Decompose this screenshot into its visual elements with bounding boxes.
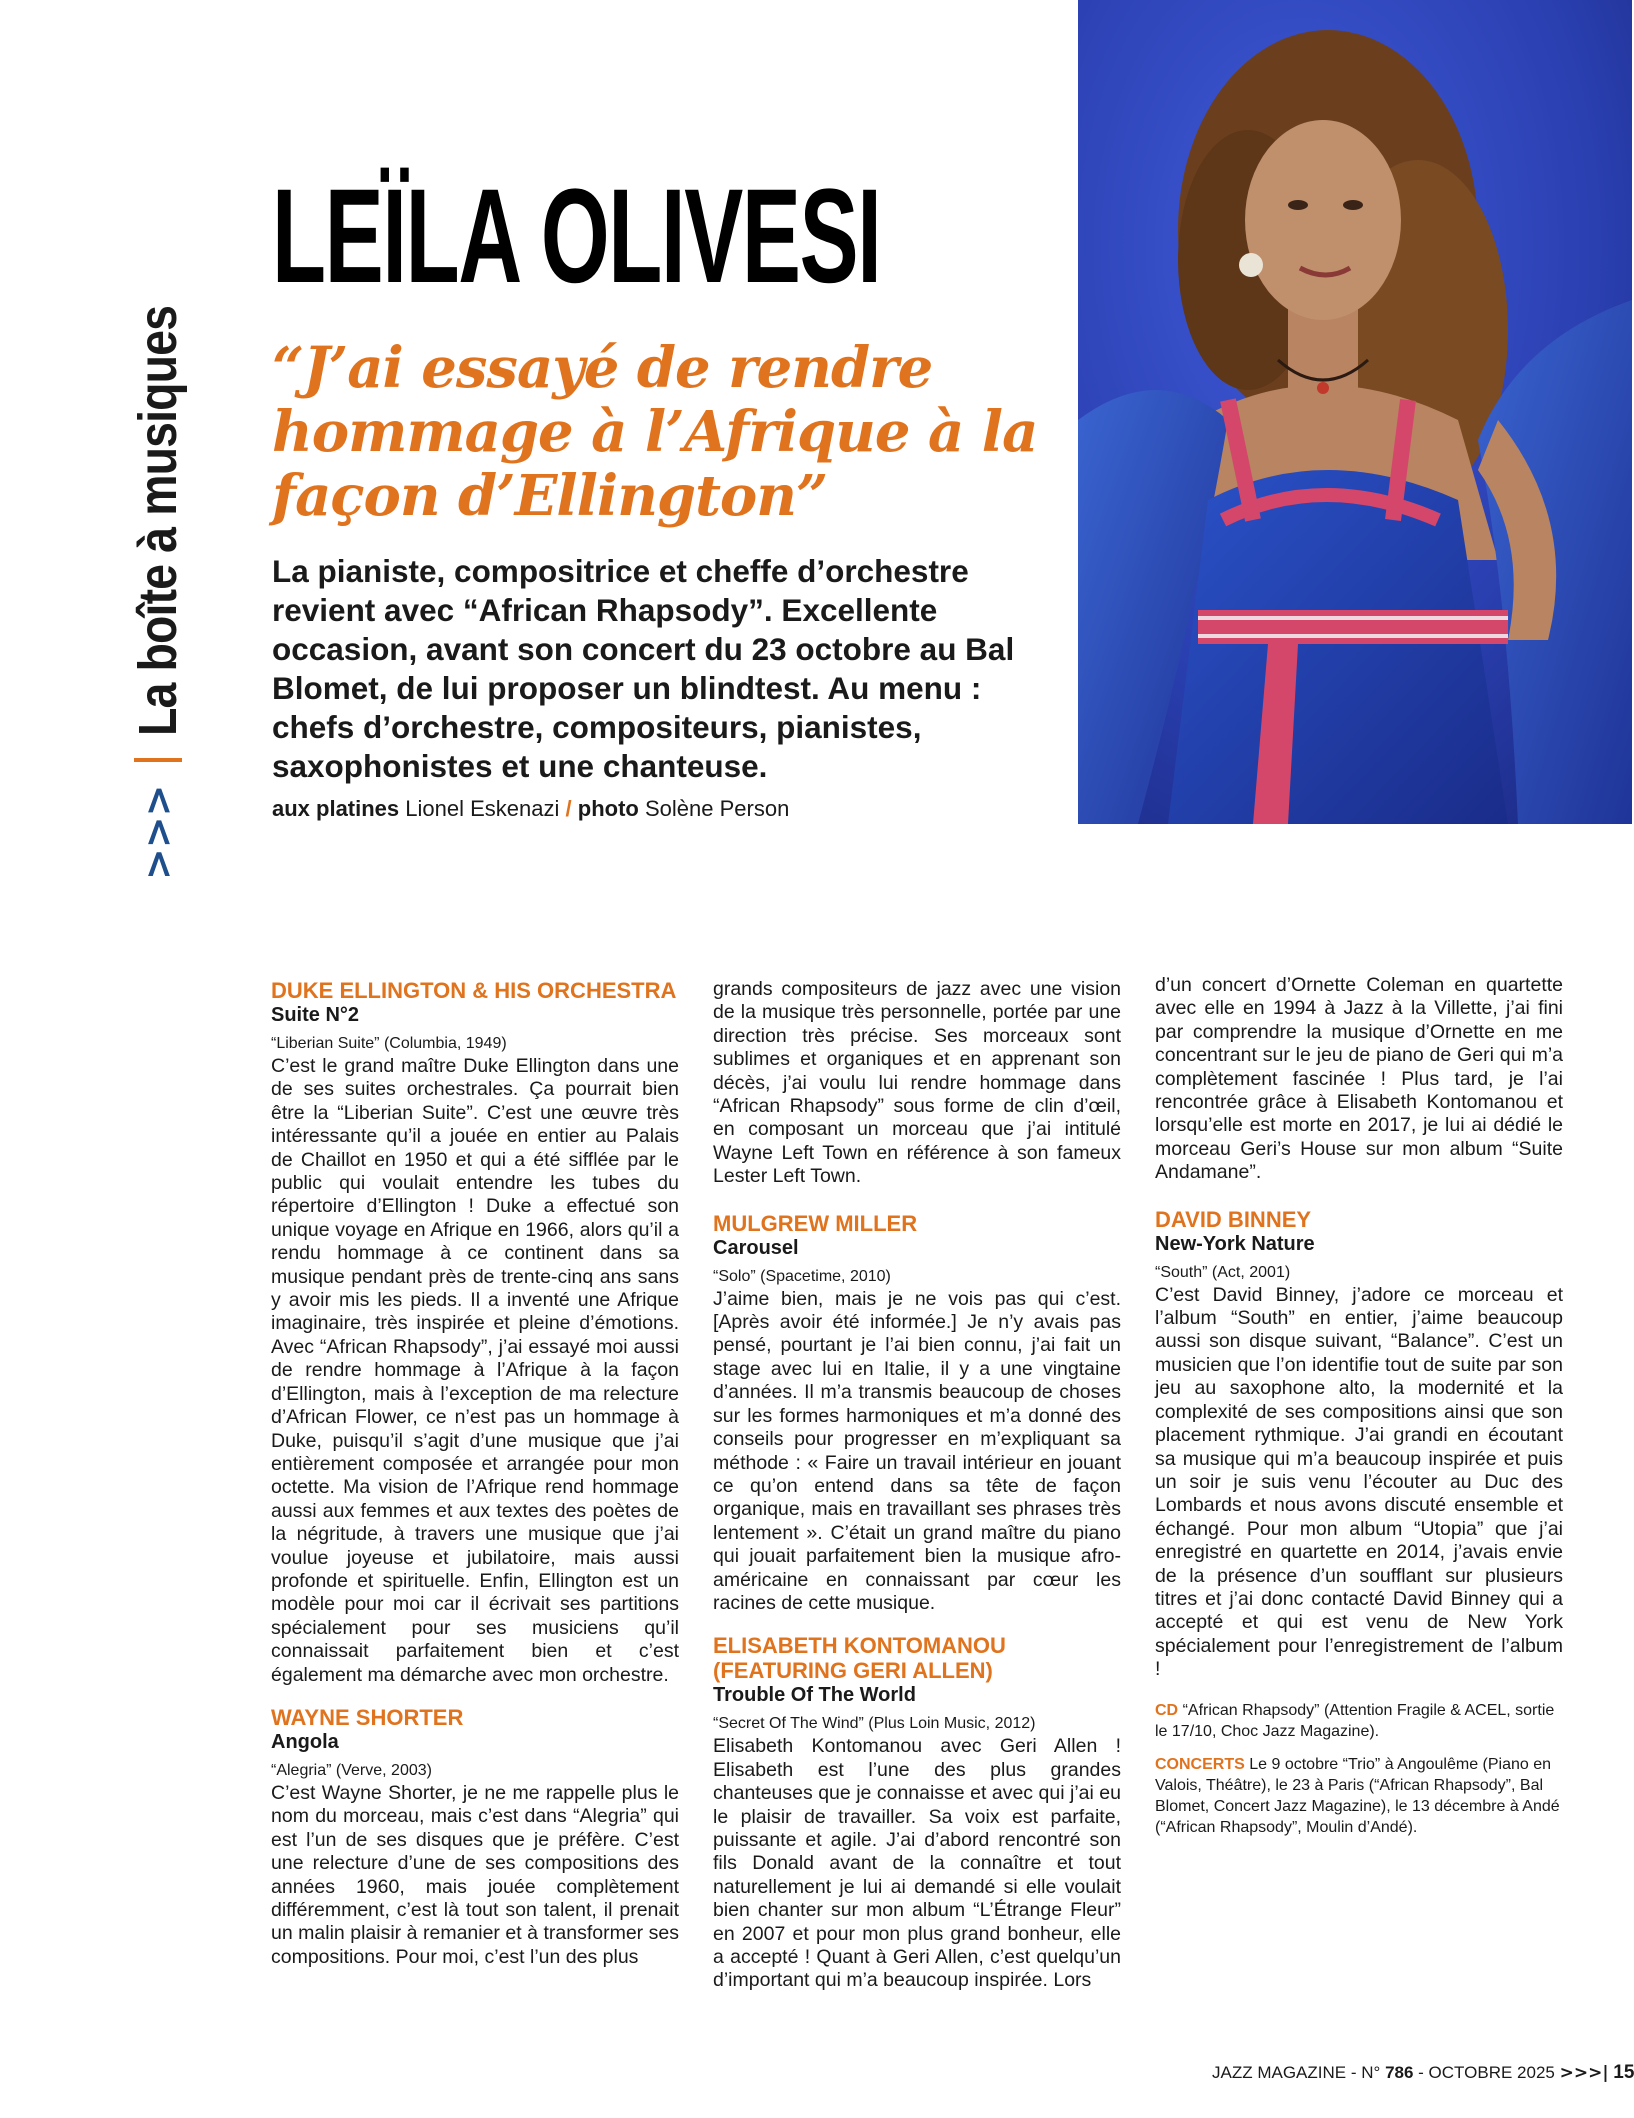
credits-line <box>272 796 789 822</box>
section-title: La boîte à musiques <box>128 306 188 737</box>
entry-body: Elisabeth Kontomanou avec Geri Allen ! Elisabeth est l’une des plus grandes chanteuses que je connaisse et avec qui j’ai eu le plaisir de travailler. Sa voix est parfaite, puissante et agile. J’ai d’abord rencontré son fils Donald avant de la connaître et tout naturellement je lui ai demandé si elle voulait bien chanter sur mon album “L’Étrange Fleur” en 2007 et pour mon plus grand bonheur, elle a accepté ! Quant à Geri Allen, c’est quelqu’un d’important qui m’a beaucoup inspirée. Lors <box>713 1735 1121 1992</box>
entry-album: “Secret Of The Wind” (Plus Loin Music, 2012) <box>713 1715 1036 1733</box>
cd-tag: CD <box>1155 1701 1179 1719</box>
section-arrows-icon: >>> <box>136 784 180 880</box>
entry-track: Trouble Of The World <box>713 1684 916 1707</box>
column-1 <box>271 978 679 1987</box>
blindtest-entry <box>713 1211 1121 1616</box>
entry-body: J’aime bien, mais je ne vois pas qui c’est. [Après avoir été informée.] Je n’y avais pas pensé, pourtant je l’ai bien connu, j’ai fait un stage avec lui en Italie, il y a une vingtaine d’années. Il m’a transmis beaucoup de choses sur les formes harmoniques et m’a donné des conseils pour progresser en m’expliquant sa méthode : « Faire un travail intérieur en jouant ce qu’on entend dans sa tête de façon organique, mais en travaillant ses phrases très lentement ». C’était un grand maître du piano qui jouait parfaitement bien la musique afro-américaine en connaissant par cœur les racines de cette musique. <box>713 1287 1121 1614</box>
issue-date: - OCTOBRE 2025 <box>1418 2063 1555 2082</box>
blindtest-entry <box>1155 1207 1563 1682</box>
concerts-tag: CONCERTS <box>1155 1755 1245 1773</box>
magazine-name: JAZZ MAGAZINE <box>1212 2063 1347 2082</box>
concerts-note <box>1155 1754 1563 1838</box>
cd-note <box>1155 1700 1563 1742</box>
blindtest-entry <box>713 1633 1121 1992</box>
intro-lead: La pianiste, compositrice et cheffe d’orchestre revient avec “African Rhapsody”. Excellente occasion, avant son concert du 23 octobre au Bal Blomet, de lui proposer un blindtest. Au menu : chefs d’orchestre, compositeurs, pianistes, saxophonistes et une chanteuse. <box>272 553 1015 784</box>
page-number: 15 <box>1613 2062 1634 2083</box>
entry-album: “Liberian Suite” (Columbia, 1949) <box>271 1035 507 1052</box>
blindtest-entry <box>271 1705 679 1969</box>
concerts-text: Le 9 octobre “Trio” à Angoulême (Piano en Valois, Théâtre), le 23 à Paris (“African Rhapsody”, Bal Blomet, Concert Jazz Magazine), le 13 décembre à Andé (“African Rhapsody”, Moulin d’Andé). <box>1155 1755 1560 1836</box>
turntables-name: Lionel Eskenazi <box>405 796 560 821</box>
column-3 <box>1155 974 1563 1850</box>
issue-number: 786 <box>1385 2063 1414 2082</box>
photo-name: Solène Person <box>644 796 790 821</box>
entry-artist: WAYNE SHORTER <box>271 1704 464 1730</box>
release-notes <box>1155 1700 1563 1838</box>
entry-artist: ELISABETH KONTOMANOU (FEATURING GERI ALLEN) <box>713 1633 1006 1684</box>
blindtest-entry <box>271 978 679 1687</box>
entry-track: New-York Nature <box>1155 1232 1315 1255</box>
entry-album: “Solo” (Spacetime, 2010) <box>713 1267 891 1285</box>
entry-artist: DAVID BINNEY <box>1155 1206 1312 1232</box>
portrait-photo <box>1078 0 1632 824</box>
artist-name-headline: LEÏLA OLIVESI <box>272 162 881 311</box>
section-label <box>128 190 188 880</box>
portrait-illustration <box>1078 0 1632 824</box>
entry-continuation: grands compositeurs de jazz avec une vision de la musique très personnelle, portée par une direction très précise. Ses morceaux sont sublimes et organiques et en apprenant son décès, j’ai voulu lui rendre hommage dans “African Rhapsody” sous forme de clin d’œil, en composant un morceau que j’ai intitulé Wayne Left Town en référence à son fameux Lester Left Town. <box>713 978 1121 1188</box>
pull-quote: “J’ai essayé de rendre hommage à l’Afrique à la façon d’Ellington” <box>272 335 1038 529</box>
issue-prefix: - N° <box>1350 2063 1381 2082</box>
entry-artist: MULGREW MILLER <box>713 1210 918 1236</box>
entry-track: Carousel <box>713 1236 799 1259</box>
section-divider <box>134 758 182 762</box>
credits-separator: / <box>565 796 572 821</box>
entry-continuation: d’un concert d’Ornette Coleman en quartette avec elle en 1994 à Jazz à la Villette, j’ai fini par comprendre la musique d’Ornette en me concentrant sur le jeu de piano de Geri qui m’a complètement fascinée ! Plus tard, je l’ai rencontrée grâce à Elisabeth Kontomanou et lorsqu’elle est morte en 2017, je lui ai dédié le morceau Geri’s House sur mon album “Suite Andamane”. <box>1155 974 1563 1184</box>
column-2 <box>713 978 1121 2011</box>
entry-album: “Alegria” (Verve, 2003) <box>271 1761 432 1779</box>
entry-track: Angola <box>271 1730 339 1753</box>
cd-text: “African Rhapsody” (Attention Fragile & ACEL, sortie le 17/10, Choc Jazz Magazine). <box>1155 1701 1555 1740</box>
photo-label: photo <box>577 796 639 821</box>
turntables-label: aux platines <box>272 796 400 821</box>
entry-body: C’est Wayne Shorter, je ne me rappelle plus le nom du morceau, mais c’est dans “Alegria” qui est l’un de ses disques que je préfère. C’est une relecture d’une de ses compositions des années 1960, mais jouée complètement différemment, c’est là tout son talent, il prenait un malin plaisir à remanier et à transformer ses compositions. Pour moi, c’est l’un des plus <box>271 1781 679 1968</box>
entry-artist: DUKE ELLINGTON & HIS ORCHESTRA <box>271 978 677 1003</box>
entry-body: C’est David Binney, j’adore ce morceau et l’album “South” en entier, j’aime beaucoup aussi son disque suivant, “Balance”. C’est un musicien que l’on identifie tout de suite par son jeu au saxophone alto, la modernité et la complexité de ses compositions ainsi que son placement rythmique. J’ai grandi en écoutant sa musique qui m’a beaucoup inspirée et puis un soir je suis venu l’écouter au Duc des Lombards et nous avons discuté ensemble et échangé. Pour mon album “Utopia” que j’ai enregistré en quartette en 2014, j’avais envie de la présence d’un soufflant sur plusieurs titres et j’ai donc contacté David Binney qui a accepté et qui est venu de New York spécialement pour l’enregistrement de l’album ! <box>1155 1283 1563 1681</box>
entry-body: C’est le grand maître Duke Ellington dans une de ses suites orchestrales. Ça pourrait bien être la “Liberian Suite”. C’est une œuvre très intéressante qu’il a jouée en entier au Palais de Chaillot en 1950 et qui a été sifflée par le public qui voulait entendre les tubes du répertoire d’Ellington ! Duke a effectué son unique voyage en Afrique en 1966, alors qu’il a rendu hommage à ce continent dans sa musique pendant près de trente-cinq ans sans y avoir mis les pieds. Il a inventé une Afrique imaginaire, très inspirée et pleine d’émotions. Avec “African Rhapsody”, j’ai essayé moi aussi de rendre hommage à l’Afrique à la façon d’Ellington, mais à l’exception de ma relecture d’African Flower, ce n’est pas un hommage à Duke, puisqu’il s’agit d’une musique que j’ai entièrement composée et arrangée pour mon octette. Ma vision de l’Afrique rend hommage aussi aux femmes et aux textes des poètes de la négritude, à travers une musique que j’ai voulue joyeuse et jubilatoire, mais aussi profonde et spirituelle. Enfin, Ellington est un modèle pour moi car il écrivait ses partitions spécialement pour ses musiciens qu’il connaissait parfaitement bien et c’est également ma démarche avec mon orchestre. <box>271 1055 679 1686</box>
footer-arrows-icon: >>>| <box>1559 2063 1609 2083</box>
entry-track: Suite N°2 <box>271 1004 360 1026</box>
page-footer <box>1212 2062 1634 2084</box>
entry-album: “South” (Act, 2001) <box>1155 1263 1291 1281</box>
